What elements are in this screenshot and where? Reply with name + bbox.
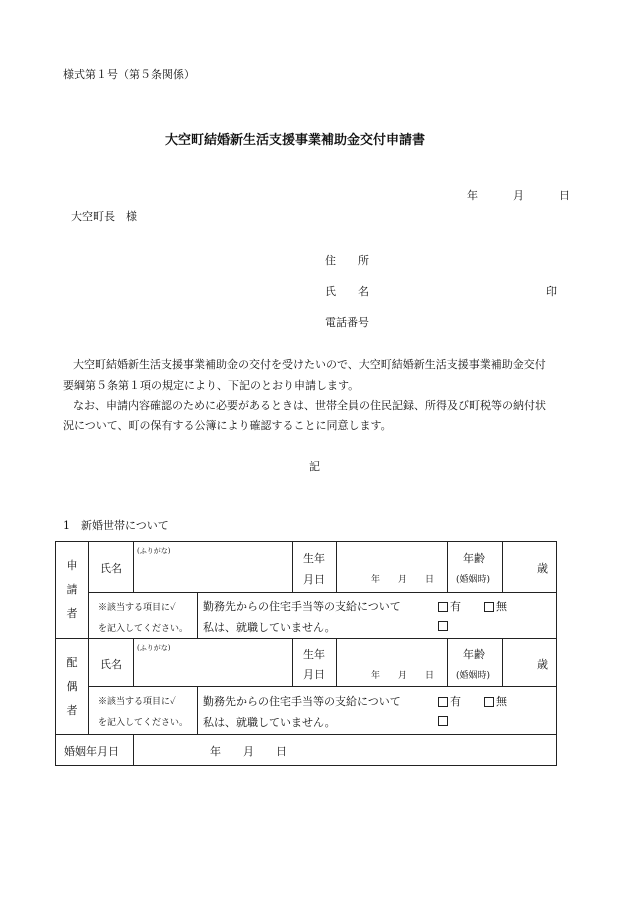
spouse-age-label-2: (婚姻時) bbox=[456, 671, 491, 681]
checkbox-icon[interactable] bbox=[438, 716, 448, 726]
date-month: 月 bbox=[513, 189, 524, 202]
spouse-housing-allowance-text: 勤務先からの住宅手当等の支給について bbox=[203, 695, 401, 708]
date-day: 日 bbox=[559, 189, 570, 202]
checkbox-icon[interactable] bbox=[438, 602, 448, 612]
checkbox-icon[interactable] bbox=[438, 697, 448, 707]
body-paragraph-1-line-1: 大空町結婚新生活支援事業補助金の交付を受けたいので、大空町結婚新生活支援事業補助金交付 bbox=[73, 358, 546, 371]
spouse-birth-label-2: 月日 bbox=[303, 668, 325, 681]
name-label: 氏 名 bbox=[325, 285, 369, 298]
phone-label: 電話番号 bbox=[325, 316, 369, 329]
applicant-birth-date[interactable]: 年 月 日 bbox=[371, 575, 435, 585]
spouse-furigana-label: (ふりがな) bbox=[137, 644, 171, 652]
body-paragraph-1-line-2: 要綱第５条第１項の規定により、下記のとおり申請します。 bbox=[63, 379, 360, 392]
applicant-age-label-2: (婚姻時) bbox=[456, 575, 491, 585]
applicant-label: 申 請 者 bbox=[66, 559, 78, 620]
applicant-name-label: 氏名 bbox=[100, 562, 122, 575]
applicant-name-field[interactable] bbox=[134, 544, 291, 591]
spouse-age-label-1: 年齢 bbox=[463, 648, 485, 661]
checkbox-icon[interactable] bbox=[484, 602, 494, 612]
applicant-housing-no[interactable]: 無 bbox=[484, 598, 507, 614]
checkbox-icon[interactable] bbox=[438, 621, 448, 631]
applicant-birth-label-1: 生年 bbox=[303, 552, 325, 565]
applicant-age-label-1: 年齢 bbox=[463, 552, 485, 565]
body-paragraph-2-line-2: 況について、町の保有する公簿により確認することに同意します。 bbox=[63, 419, 392, 432]
applicant-birth-label-2: 月日 bbox=[303, 573, 325, 586]
applicant-age-unit[interactable]: 歳 bbox=[537, 562, 548, 575]
spouse-unemployed-checkbox[interactable] bbox=[438, 714, 450, 727]
spouse-birth-date[interactable]: 年 月 日 bbox=[371, 671, 435, 681]
section-title: 1 新婚世帯について bbox=[63, 519, 169, 532]
spouse-label: 配 偶 者 bbox=[66, 655, 78, 717]
spouse-note-line-1: ※該当する項目に✓ bbox=[98, 697, 176, 707]
spouse-note-line-2: を記入してください。 bbox=[98, 718, 189, 728]
applicant-unemployed-checkbox[interactable] bbox=[438, 619, 450, 632]
body-paragraph-2-line-1: なお、申請内容確認のために必要があるときは、世帯全員の住民記録、所得及び町税等の納付状 bbox=[73, 399, 546, 412]
ki-label: 記 bbox=[309, 460, 320, 473]
form-number: 様式第１号（第５条関係） bbox=[63, 68, 195, 81]
spouse-housing-yes[interactable]: 有 bbox=[438, 693, 461, 709]
applicant-housing-yes[interactable]: 有 bbox=[438, 598, 461, 614]
applicant-housing-allowance-text: 勤務先からの住宅手当等の支給について bbox=[203, 600, 401, 613]
household-table bbox=[55, 541, 557, 766]
spouse-housing-no[interactable]: 無 bbox=[484, 693, 507, 709]
address-label: 住 所 bbox=[325, 254, 369, 267]
seal-label: 印 bbox=[546, 285, 557, 298]
spouse-name-label: 氏名 bbox=[100, 658, 122, 671]
spouse-unemployed-text: 私は、就職していません。 bbox=[203, 716, 336, 729]
applicant-note-line-2: を記入してください。 bbox=[98, 624, 189, 634]
spouse-age-unit[interactable]: 歳 bbox=[537, 658, 548, 671]
page-title: 大空町結婚新生活支援事業補助金交付申請書 bbox=[165, 133, 426, 148]
applicant-furigana-label: (ふりがな) bbox=[137, 547, 171, 555]
spouse-birth-label-1: 生年 bbox=[303, 648, 325, 661]
marriage-date-label: 婚姻年月日 bbox=[64, 745, 119, 758]
date-year: 年 bbox=[467, 189, 478, 202]
marriage-date-field[interactable]: 年 月 日 bbox=[210, 745, 287, 758]
applicant-note-line-1: ※該当する項目に✓ bbox=[98, 603, 176, 613]
addressee: 大空町長 様 bbox=[71, 210, 137, 223]
spouse-name-field[interactable] bbox=[134, 640, 291, 685]
applicant-unemployed-text: 私は、就職していません。 bbox=[203, 621, 336, 634]
checkbox-icon[interactable] bbox=[484, 697, 494, 707]
